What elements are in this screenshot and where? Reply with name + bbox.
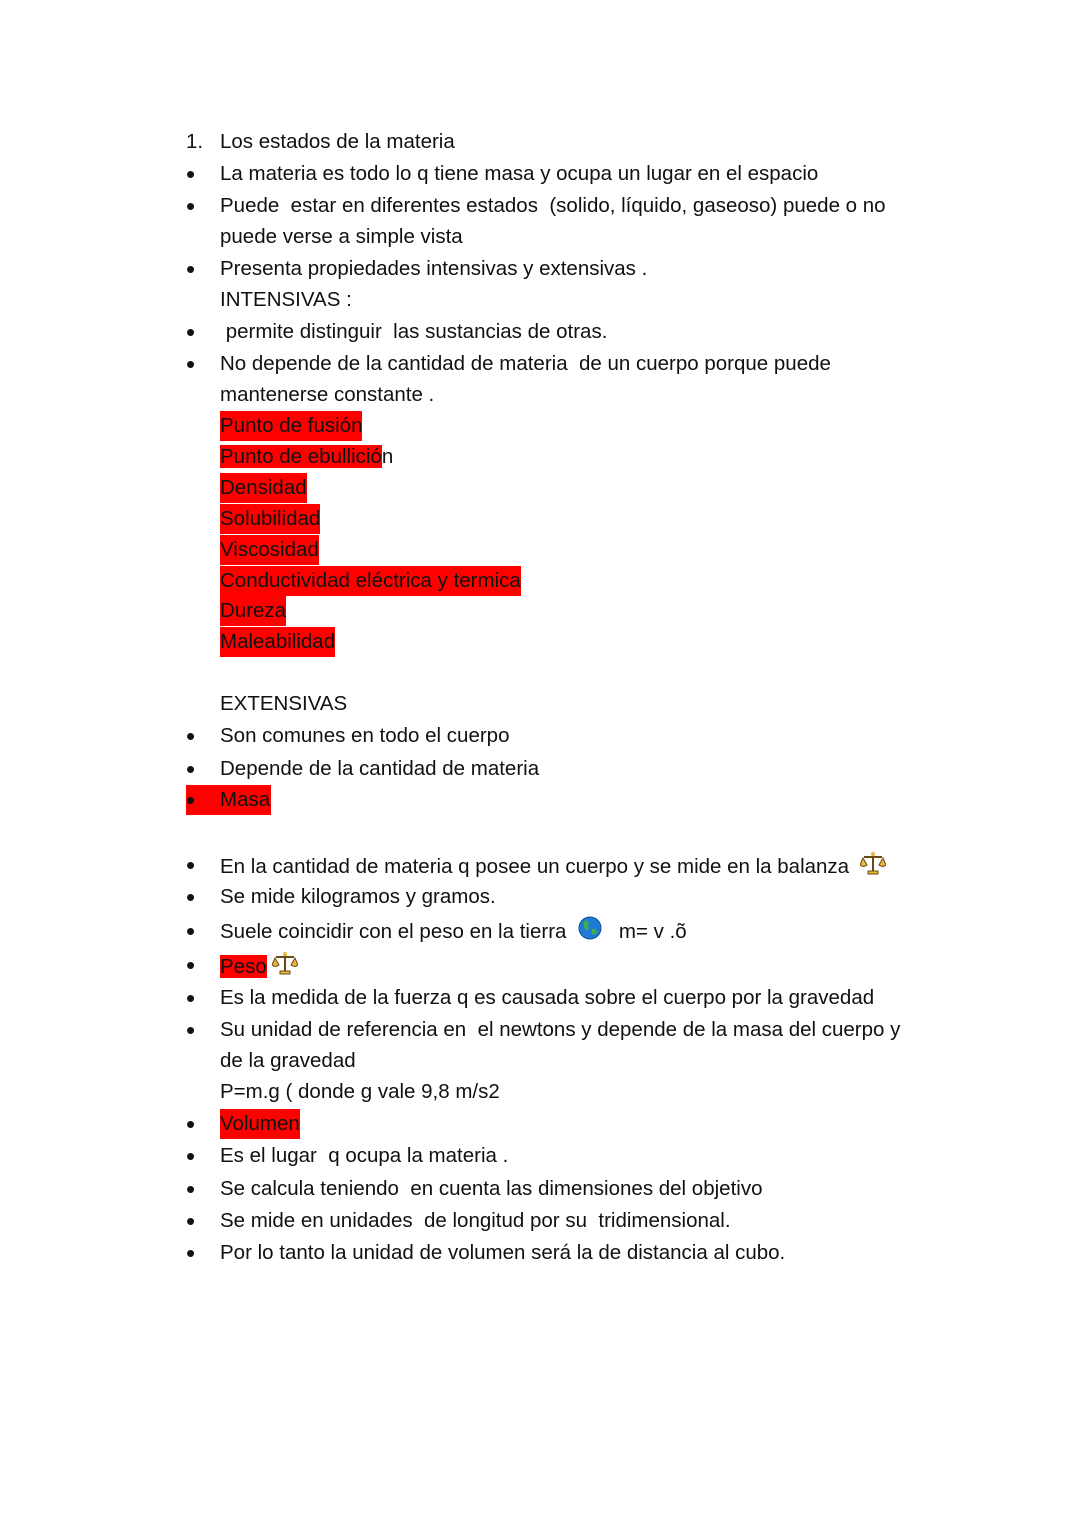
formula-masa: m= v .õ [618, 919, 687, 943]
property-densidad: Densidad [220, 473, 307, 503]
property-maleabilidad: Maleabilidad [220, 627, 335, 657]
list-item-text: Suele coincidir con el peso en la tierra [220, 919, 567, 943]
list-item: Es la medida de la fuerza q es causada sobre el cuerpo por la gravedad [220, 986, 875, 1009]
list-item-continuation: mantenerse constante . [220, 383, 435, 406]
property-punto-de-fusion: Punto de fusión [220, 411, 362, 441]
formula-peso: P=m.g ( donde g vale 9,8 m/s2 [220, 1080, 500, 1103]
globe-icon [578, 916, 602, 949]
property-conductividad: Conductividad eléctrica y termica [220, 566, 521, 596]
list-item-continuation: de la gravedad [220, 1049, 356, 1072]
peso-line [220, 950, 298, 985]
volumen-label: Volumen [220, 1109, 300, 1139]
bullet [186, 916, 208, 949]
bullet [186, 785, 208, 818]
list-item: Se mide kilogramos y gramos. [220, 885, 496, 908]
bullet [186, 191, 208, 224]
list-item-text: En la cantidad de materia q posee un cuerpo y se mide en la balanza [220, 854, 850, 878]
property-dureza: Dureza [220, 596, 286, 626]
bullet [186, 882, 208, 915]
bullet [186, 1015, 208, 1048]
list-item: No depende de la cantidad de materia de un cuerpo porque puede [220, 352, 831, 375]
list-item: Es el lugar q ocupa la materia . [220, 1144, 509, 1167]
bullet [186, 159, 208, 192]
property-punto-de-ebullicion [220, 442, 393, 472]
list-item: Por lo tanto la unidad de volumen será la de distancia al cubo. [220, 1241, 786, 1264]
property-highlight: Punto de ebullició [220, 445, 382, 468]
bullet [186, 1109, 208, 1142]
bullet [186, 317, 208, 350]
section-title: Los estados de la materia [220, 130, 455, 153]
list-number: 1. [186, 130, 204, 153]
list-item [220, 916, 687, 949]
bullet [186, 850, 208, 883]
list-item [220, 850, 886, 885]
property-solubilidad: Solubilidad [220, 504, 320, 534]
bullet [186, 1206, 208, 1239]
peso-label: Peso [220, 954, 267, 978]
list-item: Son comunes en todo el cuerpo [220, 724, 510, 747]
list-item: Puede estar en diferentes estados (solido, líquido, gaseoso) puede o no [220, 194, 886, 217]
bullet [186, 1141, 208, 1174]
bullet [186, 1174, 208, 1207]
list-item: Su unidad de referencia en el newtons y depende de la masa del cuerpo y [220, 1018, 901, 1041]
bullet [186, 983, 208, 1016]
list-item: Depende de la cantidad de materia [220, 757, 540, 780]
list-item: Presenta propiedades intensivas y extensivas . [220, 257, 648, 280]
intensivas-heading: INTENSIVAS : [220, 288, 352, 311]
bullet [186, 254, 208, 287]
list-item: Se mide en unidades de longitud por su tridimensional. [220, 1209, 731, 1232]
property-viscosidad: Viscosidad [220, 535, 319, 565]
list-item: La materia es todo lo q tiene masa y ocupa un lugar en el espacio [220, 162, 819, 185]
bullet [186, 349, 208, 382]
list-item: permite distinguir las sustancias de otras. [220, 320, 608, 343]
masa-label: Masa [220, 788, 271, 811]
list-item-continuation: puede verse a simple vista [220, 225, 463, 248]
property-tail: n [381, 445, 394, 468]
balance-scale-icon [272, 950, 298, 985]
extensivas-heading: EXTENSIVAS [220, 692, 348, 715]
balance-scale-icon [860, 850, 886, 885]
bullet [186, 721, 208, 754]
bullet [186, 754, 208, 787]
bullet [186, 950, 208, 983]
bullet [186, 1238, 208, 1271]
list-item: Se calcula teniendo en cuenta las dimensiones del objetivo [220, 1177, 763, 1200]
